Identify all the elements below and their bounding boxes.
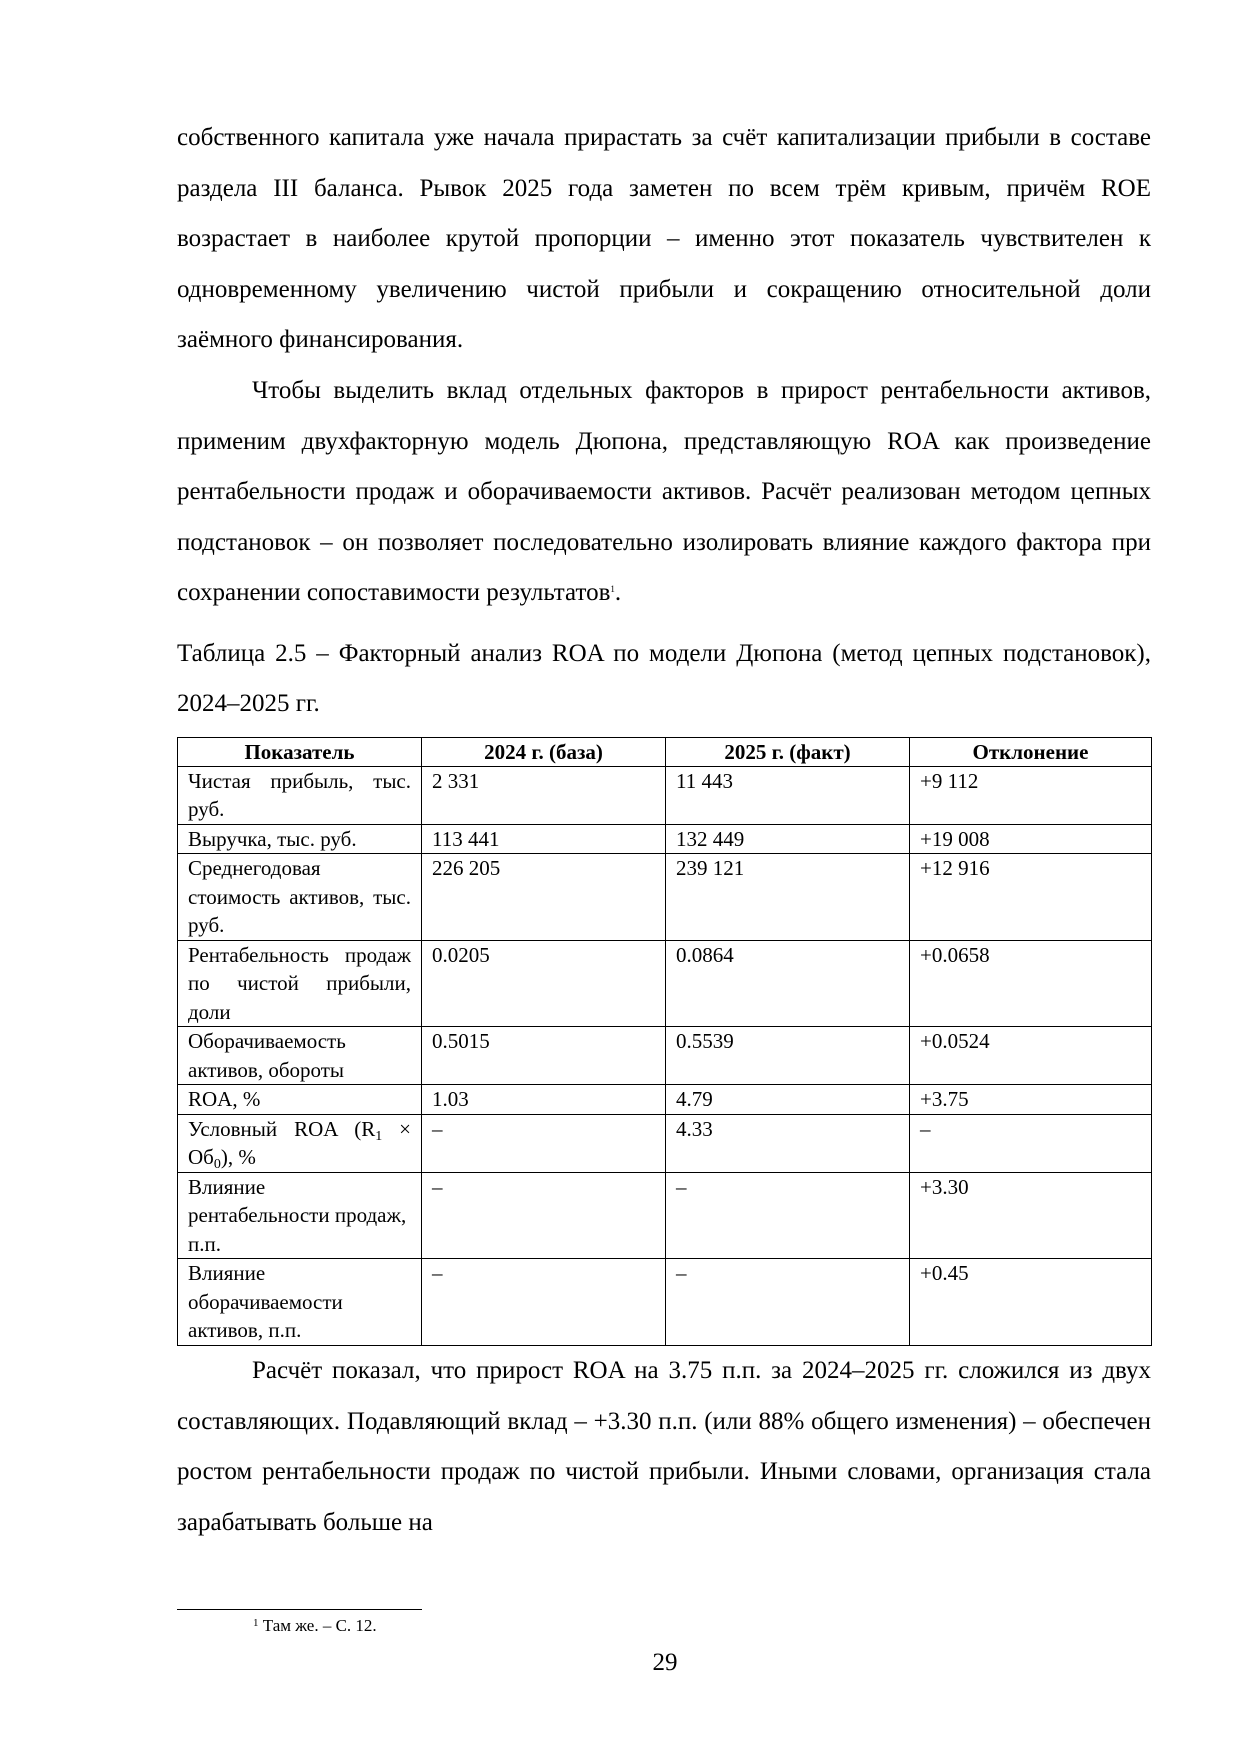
cell-fact: –: [666, 1259, 910, 1346]
footnote-text: Там же. – С. 12.: [258, 1616, 377, 1635]
table-row: [178, 854, 1152, 941]
cell-base: 2 331: [422, 766, 666, 824]
row-label: Влияние оборачиваемости активов, п.п.: [178, 1259, 422, 1346]
row-label: Среднегодовая стоимость активов, тыс. руб.: [178, 854, 422, 941]
cell-deviation: +12 916: [910, 854, 1152, 941]
cell-base: 1.03: [422, 1085, 666, 1115]
cell-fact: 4.79: [666, 1085, 910, 1115]
row-label: Чистая прибыль, тыс. руб.: [178, 766, 422, 824]
header-base-2024: 2024 г. (база): [422, 737, 666, 766]
row-label-part: Условный ROA (R: [188, 1116, 376, 1141]
cell-base: 226 205: [422, 854, 666, 941]
cell-base: –: [422, 1259, 666, 1346]
table-row: [178, 1085, 1152, 1115]
cell-base: 0.0205: [422, 940, 666, 1027]
cell-deviation: +0.0658: [910, 940, 1152, 1027]
cell-deviation: +0.45: [910, 1259, 1152, 1346]
factor-analysis-table: [177, 737, 1152, 1346]
paragraph-3: Расчёт показал, что прирост ROA на 3.75 п.п. за 2024–2025 гг. сложился из двух составляющих. Подавляющий вклад – +3.30 п.п. (или 88% общего изменения) – обеспечен ростом рентабельности продаж по чистой прибыли. Иными словами, организация стала зарабатывать больше на: [177, 1356, 1151, 1536]
cell-fact: 11 443: [666, 766, 910, 824]
cell-fact: 0.5539: [666, 1027, 910, 1085]
footnote: [253, 1615, 377, 1637]
cell-deviation: +0.0524: [910, 1027, 1152, 1085]
footnote-mark: 1: [253, 1617, 259, 1629]
row-label-part: ), %: [220, 1145, 256, 1170]
cell-base: 113 441: [422, 824, 666, 854]
paragraph-2-end: .: [614, 579, 622, 607]
cell-fact: 4.33: [666, 1114, 910, 1172]
row-label: Влияние рентабельности продаж, п.п.: [178, 1172, 422, 1259]
cell-deviation: +3.30: [910, 1172, 1152, 1259]
table-row: [178, 824, 1152, 854]
table-caption: Таблица 2.5 – Факторный анализ ROA по модели Дюпона (метод цепных подстановок), 2024–2025 гг.: [177, 639, 1151, 717]
cell-fact: –: [666, 1172, 910, 1259]
cell-deviation: +3.75: [910, 1085, 1152, 1115]
cell-deviation: –: [910, 1114, 1152, 1172]
cell-fact: 132 449: [666, 824, 910, 854]
header-indicator: Показатель: [178, 737, 422, 766]
table-row: [178, 1027, 1152, 1085]
header-fact-2025: 2025 г. (факт): [666, 737, 910, 766]
subscript: 0: [213, 1157, 221, 1173]
table-row: [178, 1172, 1152, 1259]
cell-base: –: [422, 1172, 666, 1259]
footnote-separator: [177, 1609, 422, 1610]
cell-deviation: +9 112: [910, 766, 1152, 824]
cell-deviation: +19 008: [910, 824, 1152, 854]
footnote-reference[interactable]: 1: [610, 584, 615, 595]
table-row: [178, 940, 1152, 1027]
row-label-part: × Об: [188, 1116, 412, 1170]
cell-fact: 239 121: [666, 854, 910, 941]
page-number: 29: [652, 1649, 678, 1676]
table-header-row: [178, 737, 1152, 766]
cell-fact: 0.0864: [666, 940, 910, 1027]
header-deviation: Отклонение: [910, 737, 1152, 766]
cell-base: –: [422, 1114, 666, 1172]
row-label: [178, 1114, 422, 1172]
row-label: Оборачиваемость активов, обороты: [178, 1027, 422, 1085]
table-row: [178, 1114, 1152, 1172]
paragraph-1: собственного капитала уже начала прирастать за счёт капитализации прибыли в составе раздела III баланса. Рывок 2025 года заметен по всем трём кривым, причём ROE возрастает в наиболее крутой пропорции – именно этот показатель чувствителен к одновременному увеличению чистой прибыли и сокращению относительной доли заёмного финансирования.: [177, 124, 1151, 354]
paragraph-2-text: Чтобы выделить вклад отдельных факторов в прирост рентабельности активов, применим двухфакторную модель Дюпона, представляющую ROA как произведение рентабельности продаж и оборачиваемости активов. Расчёт реализован методом цепных подстановок – он позволяет последовательно изолировать влияние каждого фактора при сохранении сопоставимости результатов: [177, 376, 1151, 607]
row-label: ROA, %: [178, 1085, 422, 1115]
paragraph-2: [177, 366, 1151, 619]
row-label: Рентабельность продаж по чистой прибыли, доли: [178, 940, 422, 1027]
subscript: 1: [375, 1128, 383, 1144]
table-row: [178, 766, 1152, 824]
table-row: [178, 1259, 1152, 1346]
cell-base: 0.5015: [422, 1027, 666, 1085]
row-label: Выручка, тыс. руб.: [178, 824, 422, 854]
page-body: [177, 113, 1151, 1548]
